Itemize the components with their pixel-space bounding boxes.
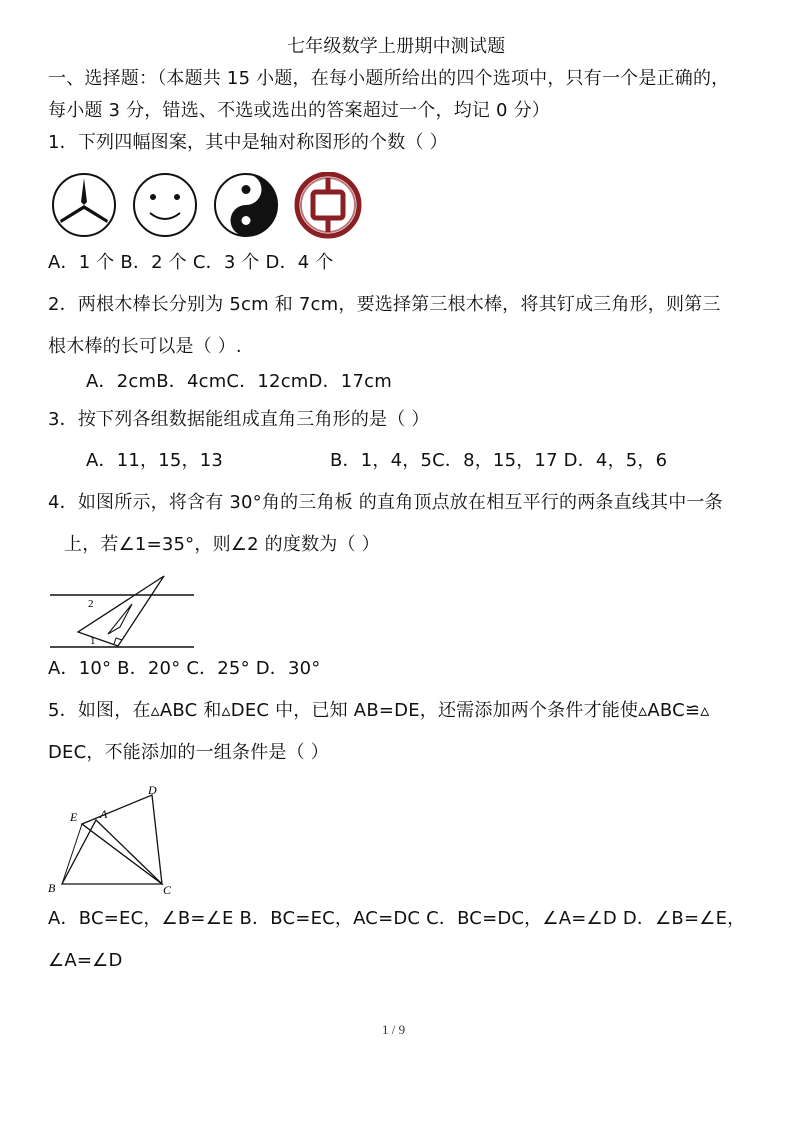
smiley-face-icon [134,174,196,236]
q1-options: A．1 个 B．2 个 C．3 个 D．4 个 [48,252,334,273]
page-title: 七年级数学上册期中测试题 [287,36,506,57]
angle-2-label: 2 [88,598,94,610]
q5-options-line1: A．BC=EC，∠B=∠E B．BC=EC，AC=DC C．BC=DC，∠A=∠D D．∠B=∠E， [48,908,746,929]
q2-stem-line1: 2．两根木棒长分别为 5cm 和 7cm，要选择第三根木棒，将其钉成三角形，则第三 [48,294,721,315]
q5-options-line2: ∠A=∠D [48,950,123,971]
bank-of-china-logo-icon [297,174,359,236]
label-c: C [163,883,172,897]
triangle-dec [82,795,162,884]
q4-figure [48,572,198,652]
three-spoke-circle-icon [53,174,115,236]
yin-yang-icon [215,174,277,236]
q2-stem-line2: 根木棒的长可以是（ ）. [48,336,242,357]
q3-stem: 3．按下列各组数据能组成直角三角形的是（ ） [48,409,430,430]
section-instructions-line1: 一、选择题：（本题共 15 小题，在每小题所给出的四个选项中，只有一个是正确的， [48,68,730,89]
q5-stem-line2: DEC，不能添加的一组条件是（ ） [48,742,329,763]
triangle-abc [62,820,162,884]
label-b: B [48,881,56,895]
section-instructions-line2: 每小题 3 分，错选、不选或选出的答案超过一个，均记 0 分） [48,100,550,121]
angle-1-label: 1 [90,635,96,647]
q4-stem-line1: 4．如图所示，将含有 30°角的三角板 的直角顶点放在相互平行的两条直线其中一条 [48,492,723,513]
q4-stem-line2: 上，若∠1=35°，则∠2 的度数为（ ） [64,534,380,555]
q3-options-bcd: B．1，4，5C．8，15，17 D．4，5，6 [330,450,668,471]
q1-figures [48,172,368,242]
q2-options: A．2cmB．4cmC．12cmD．17cm [86,371,392,392]
label-a: A [100,807,108,821]
label-e: E [70,810,78,824]
q5-figure [44,780,194,898]
page-number: 1 / 9 [382,1022,406,1037]
q3-option-a: A．11，15，13 [86,450,224,471]
q5-stem-line1: 5．如图，在▵ABC 和▵DEC 中，已知 AB=DE，还需添加两个条件才能使▵ABC≌▵ [48,700,710,721]
q1-stem: 1．下列四幅图案，其中是轴对称图形的个数（ ） [48,132,448,153]
segment-be [62,824,82,884]
label-d: D [148,783,157,797]
q4-options: A．10° B．20° C．25° D．30° [48,658,321,679]
segment-ec [82,824,162,884]
